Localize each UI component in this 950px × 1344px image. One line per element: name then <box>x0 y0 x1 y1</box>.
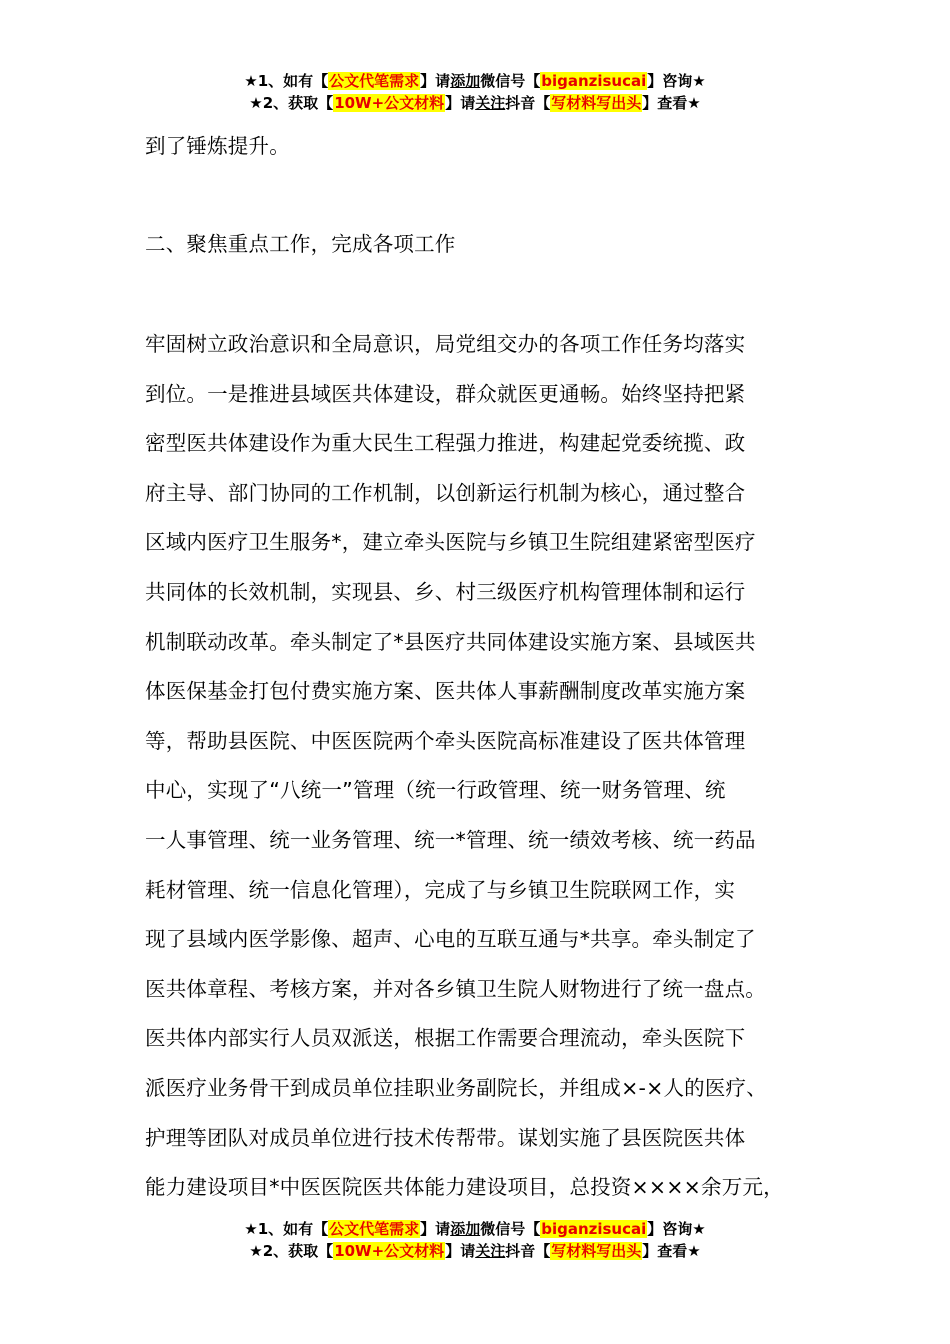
continuation-text <box>145 122 825 172</box>
paragraph-line: 医共体章程、考核方案，并对各乡镇卫生院人财物进行了统一盘点。 <box>145 976 766 1001</box>
section-heading <box>145 220 825 270</box>
promo-text: 】请 <box>420 1220 451 1238</box>
paragraph-line: 机制联动改革。牵头制定了*县医疗共同体建设实施方案、县域医共 <box>145 629 756 654</box>
promo-highlight: 10W+公文材料 <box>334 94 445 112</box>
paragraph-line: 能力建设项目*中医医院医共体能力建设项目，总投资××××余万元， <box>145 1175 784 1200</box>
promo-text: 】查看★ <box>642 1242 701 1260</box>
promo-text: 】咨询★ <box>647 1220 706 1238</box>
paragraph-line: 密型医共体建设作为重大民生工程强力推进，构建起党委统揽、政 <box>145 431 746 456</box>
promo-text: 抖音【 <box>505 94 551 112</box>
promo-text: 】请 <box>445 1242 476 1260</box>
promo-line-2 <box>0 1240 950 1262</box>
promo-text: 抖音【 <box>505 1242 551 1260</box>
paragraph-line: 护理等团队对成员单位进行技术传帮带。谋划实施了县医院医共体 <box>145 1125 746 1150</box>
paragraph-line: 等，帮助县医院、中医医院两个牵头医院高标准建设了医共体管理 <box>145 728 746 753</box>
promo-highlight: biganzisucai <box>541 72 647 90</box>
promo-underlined: 添加 <box>450 72 481 90</box>
paragraph-line: 区域内医疗卫生服务*，建立牵头医院与乡镇卫生院组建紧密型医疗 <box>145 530 756 555</box>
promo-text: ★2、获取【 <box>249 1242 334 1260</box>
promo-text: 微信号【 <box>480 72 541 90</box>
paragraph-line: 中心，实现了“八统一”管理（统一行政管理、统一财务管理、统 <box>145 778 726 803</box>
paragraph-line: 医共体内部实行人员双派送，根据工作需要合理流动，牵头医院下 <box>145 1026 746 1051</box>
paragraph-line: 牢固树立政治意识和全局意识，局党组交办的各项工作任务均落实 <box>145 332 746 356</box>
promo-highlight: 写材料写出头 <box>551 1242 642 1260</box>
promo-text: ★2、获取【 <box>249 94 334 112</box>
heading-text: 二、聚焦重点工作，完成各项工作 <box>145 232 456 256</box>
promo-text: 】请 <box>445 94 476 112</box>
paragraph-line: 耗材管理、统一信息化管理），完成了与乡镇卫生院联网工作，实 <box>145 877 736 902</box>
paragraph-line: 现了县域内医学影像、超声、心电的互联互通与*共享。牵头制定了 <box>145 927 756 952</box>
promo-highlight: 公文代笔需求 <box>329 72 420 90</box>
paragraph-line: 府主导、部门协同的工作机制，以创新运行机制为核心，通过整合 <box>145 480 746 505</box>
promo-text: 微信号【 <box>480 1220 541 1238</box>
paragraph-line: 派医疗业务骨干到成员单位挂职业务副院长，并组成×-×人的医疗、 <box>145 1075 767 1100</box>
paragraph-line: 一人事管理、统一业务管理、统一*管理、统一绩效考核、统一药品 <box>145 827 756 852</box>
promo-line-1 <box>0 1218 950 1240</box>
promo-banner-bottom <box>0 1218 950 1262</box>
promo-highlight: biganzisucai <box>541 1220 647 1238</box>
paragraph-line: 到位。一是推进县域医共体建设，群众就医更通畅。始终坚持把紧 <box>145 381 746 406</box>
promo-highlight: 公文代笔需求 <box>329 1220 420 1238</box>
promo-banner-top <box>0 70 950 114</box>
promo-highlight: 写材料写出头 <box>551 94 642 112</box>
promo-line-2 <box>0 92 950 114</box>
promo-line-1 <box>0 70 950 92</box>
promo-underlined: 添加 <box>450 1220 481 1238</box>
promo-underlined: 关注 <box>475 94 506 112</box>
paragraph-line: 体医保基金打包付费实施方案、医共体人事薪酬制度改革实施方案 <box>145 679 746 704</box>
body-paragraph <box>145 320 825 1213</box>
text-line: 到了锤炼提升。 <box>145 134 290 158</box>
promo-text: ★1、如有【 <box>244 1220 329 1238</box>
promo-highlight: 10W+公文材料 <box>334 1242 445 1260</box>
paragraph-line: 共同体的长效机制，实现县、乡、村三级医疗机构管理体制和运行 <box>145 579 746 604</box>
promo-text: 】请 <box>420 72 451 90</box>
promo-text: 】咨询★ <box>647 72 706 90</box>
promo-text: 】查看★ <box>642 94 701 112</box>
promo-text: ★1、如有【 <box>244 72 329 90</box>
promo-underlined: 关注 <box>475 1242 506 1260</box>
